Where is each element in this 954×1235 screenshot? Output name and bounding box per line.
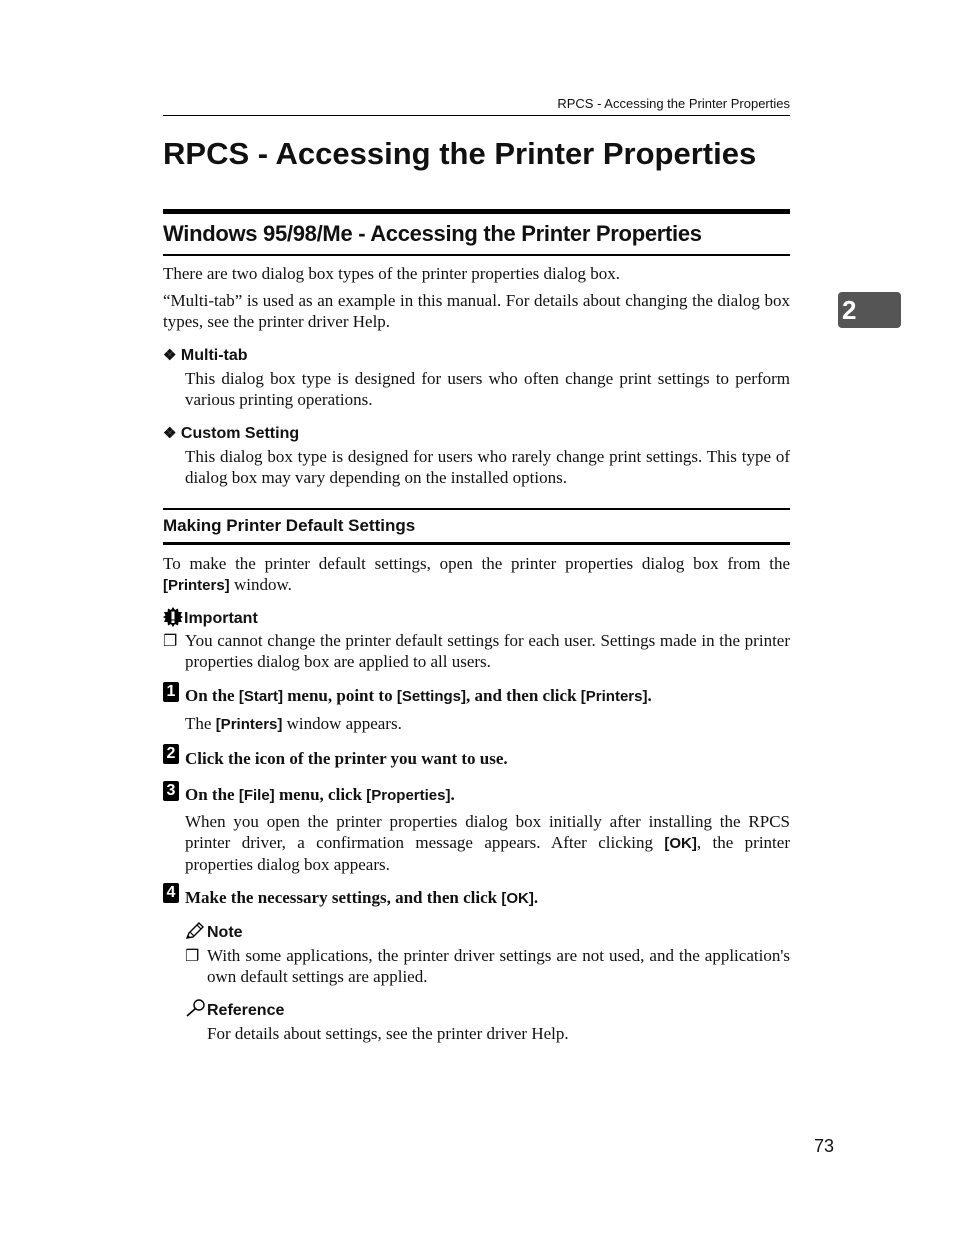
- checkbox-bullet-icon: ❐: [163, 633, 178, 650]
- page-title: RPCS - Accessing the Printer Properties: [163, 136, 757, 171]
- diamond-bullet-icon: ❖: [163, 425, 177, 442]
- important-icon: [163, 607, 183, 627]
- step-3-text: On the [File] menu, click [Properties].: [185, 785, 455, 804]
- reference-label: Reference: [185, 999, 284, 1020]
- intro-paragraph-2: “Multi-tab” is used as an example in this manual. For details about changing the dialog box types, see the printer driver Help.: [163, 291, 790, 331]
- step-1-result: The [Printers] window appears.: [185, 714, 402, 733]
- checkbox-bullet-icon: ❐: [185, 948, 200, 965]
- pencil-icon: [185, 922, 205, 940]
- step-4-text: Make the necessary settings, and then click [OK].: [185, 888, 539, 907]
- subsection-heading: Making Printer Default Settings: [163, 516, 416, 535]
- step-3-result: When you open the printer properties dialog box initially after installing the RPCS printer driver, a confirmation message appears. After clicking [OK], the printer properties dialog box appears.: [185, 812, 790, 874]
- intro-paragraph-1: There are two dialog box types of the printer properties dialog box.: [163, 264, 620, 283]
- important-label: Important: [163, 607, 258, 628]
- section-heading: Windows 95/98/Me - Accessing the Printer Properties: [163, 221, 702, 246]
- section-rule-bottom: [163, 254, 790, 256]
- subsection-rule-bottom: [163, 542, 790, 545]
- definition-term-multitab: ❖ Multi-tab: [163, 347, 248, 364]
- step-3-icon: 3: [163, 781, 179, 801]
- step-4-icon: 4: [163, 883, 179, 903]
- note-label: Note: [185, 922, 243, 942]
- definition-desc-custom-setting: This dialog box type is designed for users who rarely change print settings. This type of dialog box may vary depending on the installed options.: [185, 447, 790, 487]
- header-rule: [163, 115, 790, 116]
- subsection-rule-top: [163, 508, 790, 510]
- chapter-tab: 2: [838, 292, 901, 328]
- running-header: RPCS - Accessing the Printer Properties: [557, 96, 790, 111]
- definition-desc-multitab: This dialog box type is designed for users who often change print settings to perform various printing operations.: [185, 369, 790, 409]
- subsection-intro: To make the printer default settings, open the printer properties dialog box from the [Printers] window.: [163, 554, 790, 594]
- step-1-text: On the [Start] menu, point to [Settings], and then click [Printers].: [185, 686, 652, 705]
- important-text: You cannot change the printer default settings for each user. Settings made in the printer properties dialog box are applied to all users.: [185, 631, 790, 671]
- diamond-bullet-icon: ❖: [163, 347, 177, 364]
- step-2-text: Click the icon of the printer you want to use.: [185, 749, 508, 768]
- step-2-icon: 2: [163, 744, 179, 764]
- step-1-icon: 1: [163, 682, 179, 702]
- magnifier-icon: [185, 999, 207, 1017]
- definition-term-custom-setting: ❖ Custom Setting: [163, 425, 300, 442]
- page-number: 73: [813, 1136, 834, 1156]
- reference-text: For details about settings, see the printer driver Help.: [207, 1024, 569, 1043]
- section-rule-top: [163, 209, 790, 214]
- note-text: With some applications, the printer driver settings are not used, and the application's own default settings are applied.: [207, 946, 790, 986]
